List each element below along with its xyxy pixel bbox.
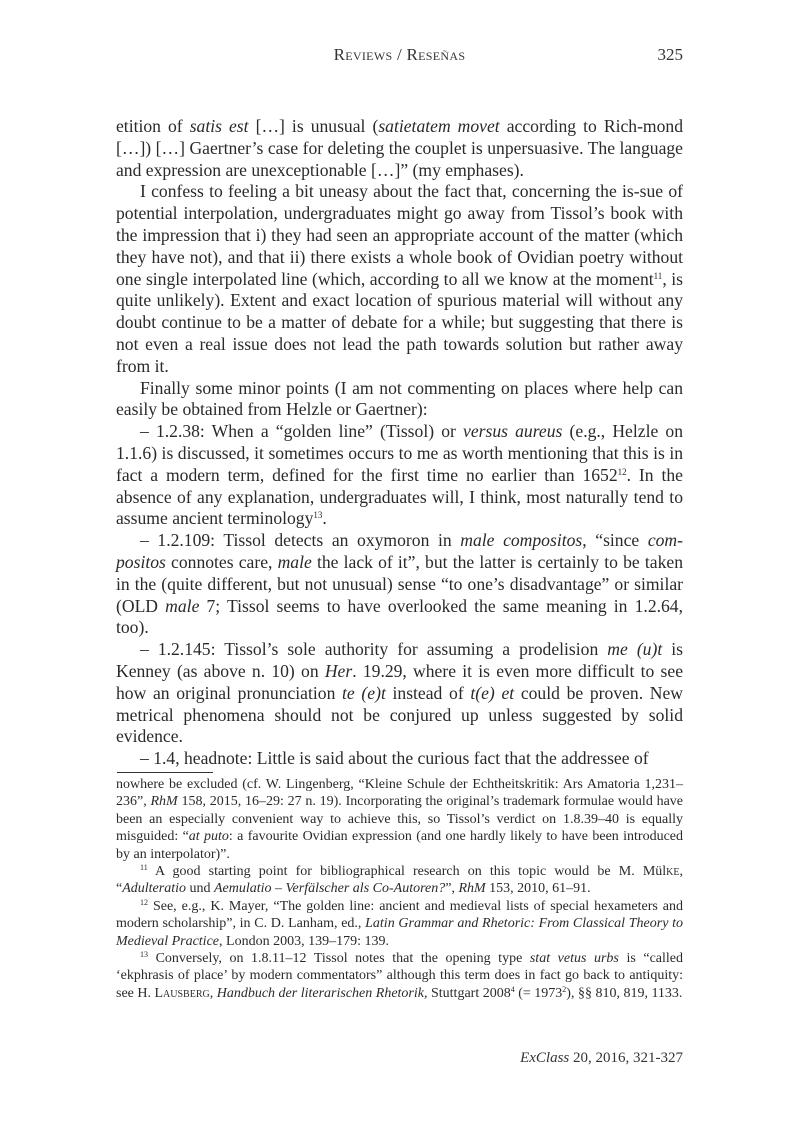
text-run: Conversely, on 1.8.11–12 Tissol notes that the opening type: [148, 951, 530, 967]
text-run: (= 1973: [514, 985, 563, 1001]
footnotes: [116, 776, 683, 1002]
text-run: 1.2.145: Tissol’s sole authority for assuming a prodelision: [148, 639, 608, 660]
text-run: . In the absence of any explanation, undergraduates will, I think, most naturally tend to assume ancient terminology: [116, 464, 683, 529]
latin-phrase: male: [277, 551, 312, 572]
paragraph-interpolation: [116, 181, 683, 377]
text-run: instead of: [385, 682, 471, 703]
dash-bullet: –: [140, 530, 149, 551]
text-run: connotes care,: [165, 551, 278, 572]
footnote-11: [116, 863, 683, 898]
page-number: 325: [657, 45, 683, 64]
text-run: could be proven. New metrical phenomena should not be conjured up unless suggested by solid evidence.: [116, 682, 684, 747]
journal-name: ExClass: [520, 1050, 570, 1066]
author-small-caps: ke: [666, 864, 680, 880]
text-run: according to Rich-mond […]) […] Gaertner’s case for deleting the couplet is unpersuasive. The language and expression are unexceptionable […]” (my emphases).: [116, 116, 683, 180]
text-run: 1.2.109: Tissol detects an oxymoron in: [148, 530, 461, 551]
paragraph-minor-points: [116, 378, 683, 422]
author-small-caps: ausberg: [163, 985, 210, 1001]
paragraph-continued: [116, 116, 683, 181]
latin-phrase: at puto: [188, 829, 229, 845]
text-run: , London 2003, 139–179: 139.: [219, 933, 389, 949]
text-run: etition of: [116, 116, 190, 136]
footnote-10-continued: [116, 776, 683, 863]
edition-superscript: 2: [562, 984, 567, 994]
text-run: und: [186, 881, 214, 897]
latin-phrase: t(e) et: [470, 682, 515, 703]
footnote-ref-12[interactable]: 12: [617, 466, 627, 477]
text-run: 7; Tissol seems to have overlooked the same meaning in 1.2.64, too).: [116, 595, 684, 638]
text-run: I confess to feeling a bit uneasy about the fact that, concerning the is-sue of potential interpolation, undergraduates might go away from Tissol’s book with the impression that i) they had seen an appropriate account of the matter (which they have not), and that ii) there exists a whole book of Ovidian poetry without one single interpolated line (which, according to all we know at the moment: [116, 181, 683, 289]
list-item-1-2-145: [116, 639, 683, 748]
text-run: is Kenney (as above n. 10) on: [116, 639, 683, 681]
dash-bullet: –: [140, 639, 149, 660]
journal-abbrev: RhM: [150, 794, 178, 810]
latin-phrase: satis est: [189, 116, 249, 136]
text-run: is “called ‘ekphrasis of place’ by modern commentators” although this term does in fact go back to antiquity: see H. L: [116, 951, 683, 1001]
footnote-number: 13: [140, 950, 148, 960]
text-run: ), §§ 810, 819, 1133.: [566, 985, 683, 1001]
footnote-12: [116, 898, 683, 950]
text-run: ”,: [445, 881, 459, 897]
text-run: nowhere be excluded (cf. W. Lingenberg, “Kleine Schule der Echtheitskritik: Ars Amatoria 1,231–236”,: [116, 777, 683, 810]
footnote-ref-11[interactable]: 11: [653, 270, 663, 281]
text-run: , Stuttgart 2008: [423, 985, 511, 1001]
journal-abbrev: RhM: [458, 881, 486, 897]
footnote-number: 12: [140, 897, 148, 907]
text-run: . 19.29, where it is even more difficult to see how an original pronunciation: [116, 660, 683, 703]
footnote-ref-13[interactable]: 13: [313, 510, 323, 521]
dash-bullet: –: [140, 421, 149, 442]
latin-phrase: Her: [324, 660, 353, 681]
text-run: See, e.g., K. Mayer, “The golden line: ancient and medieval lists of special hexameters and modern scholarship”, in C. D. Lanham, ed.,: [116, 898, 683, 932]
running-head-title: Reviews / Reseñas: [333, 45, 466, 64]
text-run: 158, 2015, 16–29: 27 n. 19). Incorporating the original’s trademark formulae would have been an especially convenient way to achieve this, so Tissol’s verdict on 1.8.39–40 is equally misguided: “: [116, 794, 684, 845]
footnote-number: 11: [140, 863, 148, 873]
latin-phrase: male compositos: [460, 530, 583, 551]
text-run: , is quite unlikely). Extent and exact location of spurious material will without any doubt continue to be a matter of debate for a while; but suggesting that there is not even a real issue does not lead the path towards solution but rather away from it.: [116, 268, 683, 376]
text-run: (e.g., Helzle on 1.1.6) is discussed, it sometimes occurs to me as worth mentioning that this is in fact a modern term, defined for the first time no earlier than 1652: [116, 421, 684, 485]
latin-phrase: com-positos: [116, 530, 683, 572]
dash-bullet: –: [140, 748, 149, 769]
running-head: [116, 45, 683, 67]
latin-phrase: male: [165, 595, 200, 616]
latin-phrase: satietatem movet: [378, 116, 500, 136]
latin-phrase: stat vetus urbs: [529, 951, 619, 967]
list-item-1-4-headnote: [116, 748, 683, 770]
text-run: 1.4, headnote: Little is said about the curious fact that the addressee of: [148, 748, 649, 769]
text-run: […] is unusual (: [248, 116, 379, 136]
text-run: 153, 2010, 61–91.: [485, 881, 591, 897]
text-run: A good starting point for bibliographical research on this topic would be M. Mül: [147, 864, 667, 880]
title-italic: Latin Grammar and Rhetoric: From Classical Theory to Medieval Practice: [116, 916, 684, 949]
text-run: : a favourite Ovidian expression (and one hardly likely to have been introduced by an interpolator)”.: [116, 829, 683, 862]
text-run: the lack of it”, but the latter is certainly to be taken in the (quite different, but not unusual) sense “to one’s disadvantage” or similar (OLD: [116, 551, 683, 616]
latin-phrase: me (u)t: [607, 639, 663, 660]
text-run: , “: [116, 864, 683, 897]
main-text: [116, 116, 683, 770]
edition-superscript: 4: [510, 984, 515, 994]
footnote-separator: [117, 772, 213, 773]
running-foot: [520, 1050, 683, 1067]
list-item-1-2-38: [116, 421, 683, 530]
title-italic: Adulteratio: [122, 881, 186, 897]
latin-phrase: versus aureus: [463, 421, 563, 442]
text-run: , “since: [582, 530, 648, 551]
text-run: Finally some minor points (I am not commenting on places where help can easily be obtained from Helzle or Gaertner):: [116, 377, 683, 420]
journal-citation: 20, 2016, 321-327: [569, 1050, 683, 1066]
text-run: 1.2.38: When a “golden line” (Tissol) or: [148, 421, 464, 442]
title-italic: Handbuch der literarischen Rhetorik: [216, 985, 424, 1001]
list-item-1-2-109: [116, 530, 683, 639]
latin-phrase: te (e)t: [342, 682, 386, 703]
footnote-13: [116, 950, 683, 1002]
text-run: .: [322, 508, 327, 529]
title-italic: Aemulatio – Verfälscher als Co-Autoren?: [214, 881, 446, 897]
text-run: ,: [209, 985, 217, 1001]
